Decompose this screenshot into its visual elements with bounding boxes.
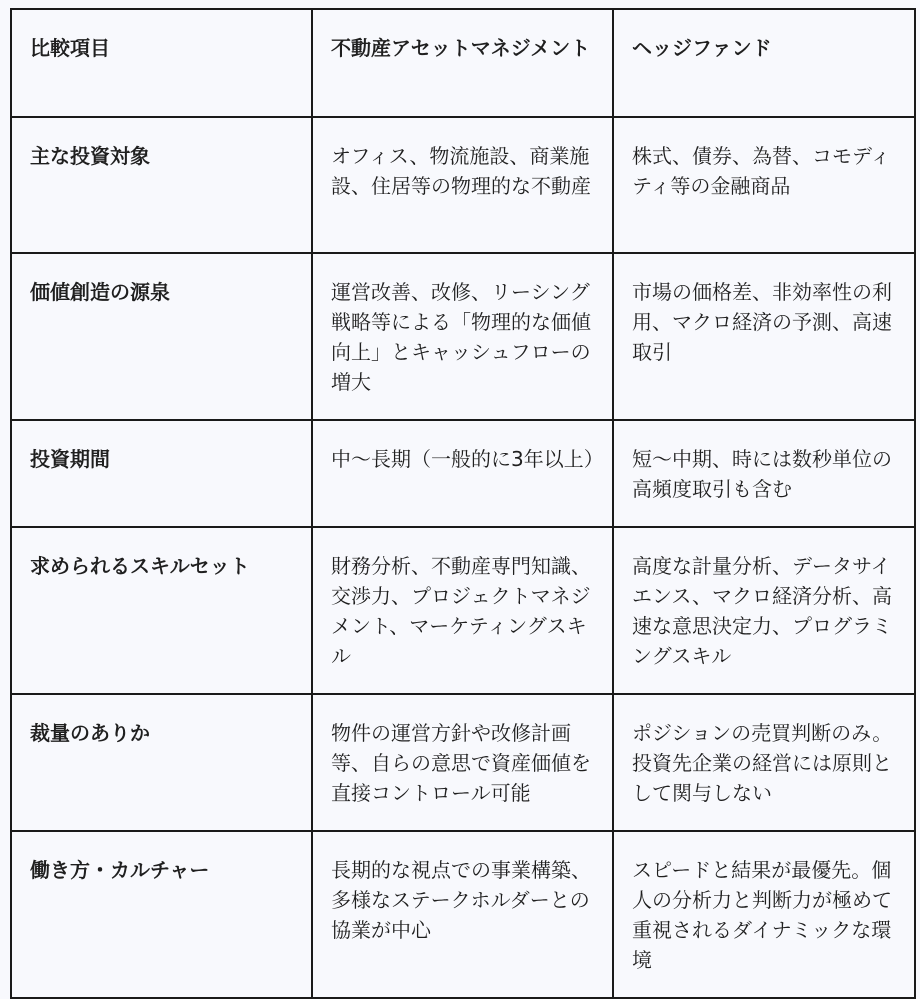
row-label: 裁量のありか xyxy=(11,694,312,831)
table-row xyxy=(11,253,915,420)
table-cell: 市場の価格差、非効率性の利用、マクロ経済の予測、高速取引 xyxy=(613,253,915,420)
table-cell: 高度な計量分析、データサイエンス、マクロ経済分析、高速な意思決定力、プログラミングスキル xyxy=(613,527,915,694)
table-cell: 株式、債券、為替、コモディティ等の金融商品 xyxy=(613,117,915,253)
header-row xyxy=(11,9,915,117)
table-row xyxy=(11,527,915,694)
table-cell: 物件の運営方針や改修計画等、自らの意思で資産価値を直接コントロール可能 xyxy=(312,694,613,831)
row-label: 働き方・カルチャー xyxy=(11,831,312,998)
table-cell: 短〜中期、時には数秒単位の高頻度取引も含む xyxy=(613,420,915,527)
table-row xyxy=(11,117,915,253)
header-comparison-item: 比較項目 xyxy=(11,9,312,117)
row-label: 価値創造の源泉 xyxy=(11,253,312,420)
table-body xyxy=(11,117,915,998)
header-hedge-fund: ヘッジファンド xyxy=(613,9,915,117)
table-cell: スピードと結果が最優先。個人の分析力と判断力が極めて重視されるダイナミックな環境 xyxy=(613,831,915,998)
table-row xyxy=(11,420,915,527)
table-cell: 財務分析、不動産専門知識、交渉力、プロジェクトマネジメント、マーケティングスキル xyxy=(312,527,613,694)
comparison-table-container xyxy=(10,8,914,999)
table-row xyxy=(11,694,915,831)
comparison-table xyxy=(10,8,916,999)
table-cell: 長期的な視点での事業構築、多様なステークホルダーとの協業が中心 xyxy=(312,831,613,998)
row-label: 求められるスキルセット xyxy=(11,527,312,694)
table-row xyxy=(11,831,915,998)
table-cell: オフィス、物流施設、商業施設、住居等の物理的な不動産 xyxy=(312,117,613,253)
table-header xyxy=(11,9,915,117)
table-cell: 中〜長期（一般的に3年以上） xyxy=(312,420,613,527)
row-label: 主な投資対象 xyxy=(11,117,312,253)
header-real-estate-am: 不動産アセットマネジメント xyxy=(312,9,613,117)
table-cell: ポジションの売買判断のみ。投資先企業の経営には原則として関与しない xyxy=(613,694,915,831)
table-cell: 運営改善、改修、リーシング戦略等による「物理的な価値向上」とキャッシュフローの増大 xyxy=(312,253,613,420)
row-label: 投資期間 xyxy=(11,420,312,527)
